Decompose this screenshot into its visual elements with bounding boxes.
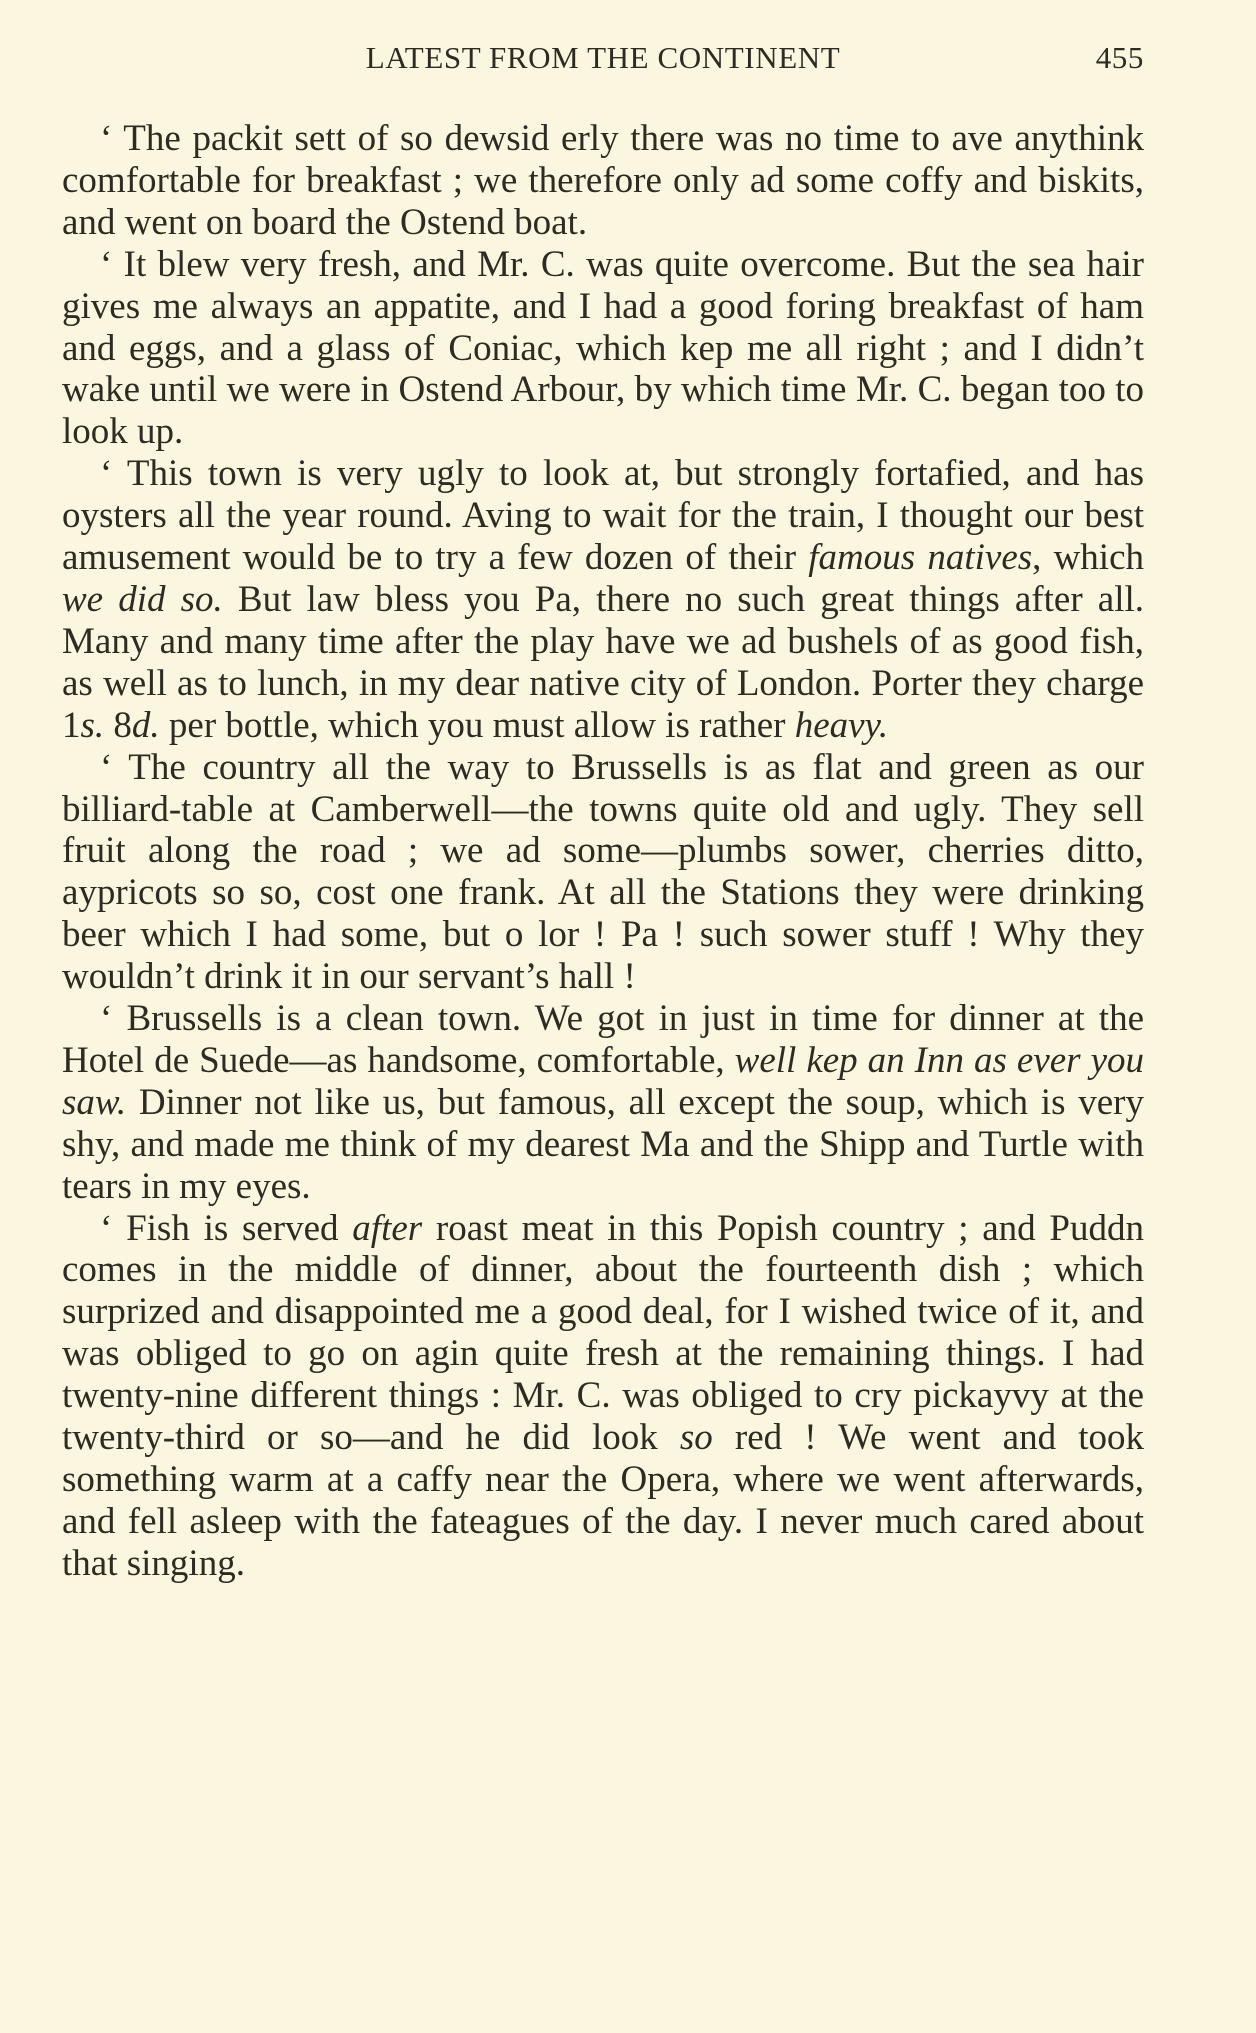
italic-text: d. bbox=[131, 704, 160, 746]
italic-text: well kep an Inn as ever you saw. bbox=[62, 1039, 1144, 1123]
text-run: , which bbox=[1032, 537, 1144, 579]
paragraph bbox=[62, 453, 1144, 746]
text-run: 8 bbox=[104, 704, 132, 746]
text-run: ‘ It blew very fresh, and Mr. C. was quite overcome. But the sea hair gives me always an appatite, and I had a good foring breakfast of ham and eggs, and a glass of Coniac, which kep me all right ; and I didn’t wake until we were in Ostend Arbour, by which time Mr. C. began too to look up. bbox=[62, 243, 1144, 453]
page-number: 455 bbox=[1095, 40, 1144, 75]
paragraph bbox=[62, 244, 1144, 454]
text-run: per bottle, which you must allow is rather bbox=[159, 704, 795, 746]
paragraph bbox=[62, 998, 1144, 1208]
italic-text: so bbox=[679, 1417, 713, 1459]
paragraph bbox=[62, 747, 1144, 998]
italic-text: s. bbox=[80, 704, 105, 746]
italic-text: heavy. bbox=[794, 704, 889, 746]
text-run: ‘ Fish is served bbox=[100, 1207, 353, 1249]
text-run: Dinner not like us, but famous, all except the soup, which is very shy, and made me think of my dearest Ma and the Shipp and Turtle with tears in my eyes. bbox=[62, 1081, 1144, 1207]
running-head bbox=[62, 40, 1144, 84]
italic-text: famous natives bbox=[808, 537, 1033, 579]
running-title: LATEST FROM THE CONTINENT bbox=[365, 40, 841, 75]
body-text bbox=[62, 118, 1144, 1585]
italic-text: after bbox=[352, 1207, 423, 1249]
text-run: ‘ Brussells is a clean town. We got in just in time for dinner at the Hotel de Suede—as handsome, comfortable, bbox=[62, 998, 1144, 1081]
italic-text: we did so. bbox=[62, 578, 223, 620]
text-run: ‘ This town is very ugly to look at, but strongly fortafied, and has oysters all the year round. Aving to wait for the train, I thought our best amusement would be to try a few dozen of their bbox=[62, 453, 1144, 579]
text-run: red ! We went and took something warm at a caffy near the Opera, where we went afterwards, and fell asleep with the fateagues of the day. I never much cared about that singing. bbox=[62, 1417, 1144, 1584]
text-run: ‘ The packit sett of so dewsid erly there was no time to ave anythink comfortable for breakfast ; we therefore only ad some coffy and biskits, and went on board the Ostend boat. bbox=[62, 118, 1144, 243]
text-run: But law bless you Pa, there no such great things after all. Many and many time after the play have we ad bushels of as good fish, as well as to lunch, in my dear native city of London. Porter they charge 1 bbox=[62, 578, 1145, 746]
text-run: roast meat in this Popish country ; and Puddn comes in the middle of dinner, about the fourteenth dish ; which surprized and disappointed me a good deal, for I wished twice of it, and was obliged to go on agin quite fresh at the remaining things. I had twenty-nine different things : Mr. C. was obliged to cry pickayvy at the twenty-third or so—and he did look bbox=[62, 1207, 1144, 1459]
text-run: ‘ The country all the way to Brussells is as flat and green as our billiard-table at Camberwell—the towns quite old and ugly. They sell fruit along the road ; we ad some—plumbs sower, cherries ditto, aypricots so so, cost one frank. At all the Stations they were drinking beer which I had some, but o lor ! Pa ! such sower stuff ! Why they wouldn’t drink it in our servant’s hall ! bbox=[62, 746, 1144, 998]
paragraph bbox=[62, 118, 1144, 244]
paragraph bbox=[62, 1208, 1144, 1585]
